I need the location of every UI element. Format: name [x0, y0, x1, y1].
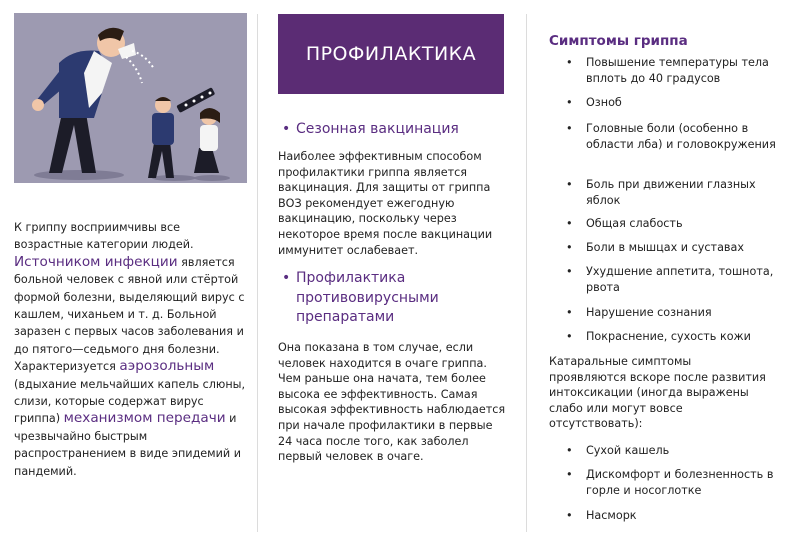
prevention-banner: ПРОФИЛАКТИКА	[278, 14, 504, 94]
catarrhal-item	[566, 508, 786, 524]
antiviral-heading	[282, 269, 496, 328]
symptom-item	[566, 264, 786, 295]
column-divider	[257, 14, 258, 532]
bullet-icon: •	[566, 330, 573, 343]
bullet-icon: •	[566, 444, 573, 457]
symptom-item	[566, 55, 786, 86]
symptom-text: Повышение температуры тела вплоть до 40 градусов	[586, 56, 769, 85]
highlight-transmission: механизмом передачи	[63, 410, 226, 427]
column-divider	[526, 14, 527, 532]
intro-sentence: и чрезвычайно быстрым распространением в виде эпидемий и пандемий.	[14, 412, 241, 478]
symptom-item	[566, 95, 786, 111]
antiviral-text: Она показана в том случае, если человек находится в очаге гриппа. Чем раньше она начата, тем более высока ее эффективность. Самая высокая эффективность наблюдается при начале профилактики в первые 24 часа после того, как заболел первый человек в очаге.	[278, 341, 506, 464]
catarrhal-item-text: Дискомфорт и болезненность в горле и носоглотке	[586, 468, 774, 497]
vaccination-heading	[282, 120, 496, 140]
catarrhal-item-text: Сухой кашель	[586, 444, 670, 457]
bullet-icon: •	[566, 509, 573, 522]
symptom-item	[566, 329, 786, 345]
intro-text	[14, 219, 250, 480]
symptom-item	[566, 240, 786, 256]
bullet-icon: •	[566, 96, 573, 109]
symptom-text: Общая слабость	[586, 217, 683, 230]
bullet-icon: •	[566, 122, 573, 135]
symptom-text: Ухудшение аппетита, тошнота, рвота	[586, 265, 774, 294]
antiviral-heading-text: Профилактика противовирусными препаратами	[296, 270, 439, 325]
sneezing-man-illustration	[14, 13, 247, 183]
intro-sentence: К гриппу восприимчивы все возрастные категории людей.	[14, 221, 194, 252]
intro-sentence: является больной человек с явной или стёртой формой болезни, выделяющий вирус с кашлем, чиханьем и т. д. Больной заразен с первых часов заболевания и до пятого—седьмого дня болезни. Характеризуется	[14, 255, 245, 374]
bullet-icon: •	[566, 468, 573, 481]
bullet-icon: •	[566, 56, 573, 69]
bullet-icon: •	[566, 265, 573, 278]
highlight-aerosol: аэрозольным	[119, 358, 215, 375]
symptom-item	[566, 216, 786, 232]
catarrhal-text: Катаральные симптомы проявляются вскоре после развития интоксикации (иногда выражены слабо или могут вовсе отсутствовать):	[549, 355, 766, 431]
symptom-text: Боли в мышцах и суставах	[586, 241, 744, 254]
vaccination-text: Наиболее эффективным способом профилактики гриппа является вакцинация. Для защиты от гриппа ВОЗ рекомендует ежегодную вакцинацию, поскольку через некоторое время после вакцинации иммунитет ослабевает.	[278, 150, 493, 257]
symptom-item	[566, 305, 786, 321]
symptom-text: Покраснение, сухость кожи	[586, 330, 751, 343]
bullet-icon: •	[282, 121, 291, 137]
bullet-icon: •	[566, 241, 573, 254]
catarrhal-item	[566, 467, 786, 498]
catarrhal-item	[566, 443, 786, 459]
bullet-icon: •	[566, 178, 573, 191]
symptom-text: Головные боли (особенно в области лба) и головокружения	[586, 122, 776, 151]
symptom-item	[566, 177, 786, 208]
symptoms-title: Симптомы гриппа	[549, 33, 688, 49]
bullet-icon: •	[282, 270, 291, 286]
highlight-infection-source: Источником инфекции	[14, 253, 178, 270]
symptom-text: Озноб	[586, 96, 622, 109]
symptom-item	[566, 121, 786, 152]
catarrhal-item-text: Насморк	[586, 509, 637, 522]
bullet-icon: •	[566, 306, 573, 319]
intro-sentence: (вдыхание мельчайших капель слюны, слизи, которые содержат вирус гриппа)	[14, 377, 246, 426]
bullet-icon: •	[566, 217, 573, 230]
symptom-text: Боль при движении глазных яблок	[586, 178, 756, 207]
symptom-text: Нарушение сознания	[586, 306, 712, 319]
vaccination-heading-text: Сезонная вакцинация	[296, 121, 459, 137]
